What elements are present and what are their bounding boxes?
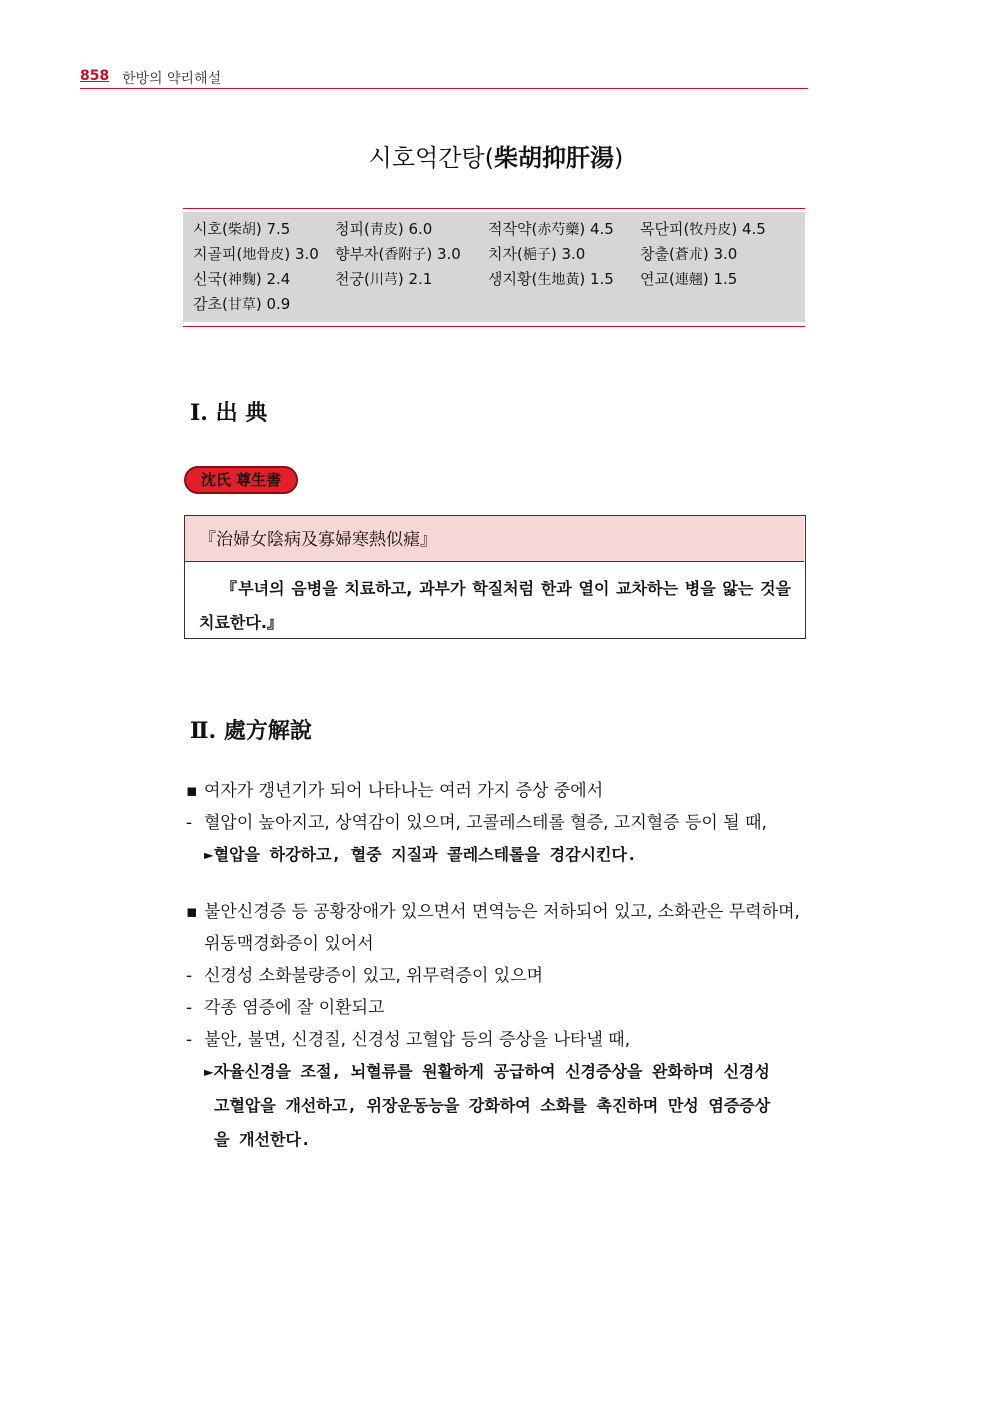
herb-row — [193, 268, 803, 293]
explanation-emphasis: 고혈압을 개선하고, 위장운동능을 강화하여 소화를 촉진하며 만성 염증증상 — [214, 1096, 771, 1115]
explanation-line: - 신경성 소화불량증이 있고, 위무력증이 있으며 — [186, 966, 544, 986]
herb-item: 목단피(牧丹皮) 4.5 — [640, 220, 766, 238]
explanation-line: - 혈압이 높아지고, 상역감이 있으며, 고콜레스테롤 혈증, 고지혈증 등이 될 때, — [186, 813, 767, 833]
explanation-line: - 불안, 불면, 신경질, 신경성 고혈압 등의 증상을 나타낼 때, — [186, 1030, 631, 1050]
herb-item: 신국(神麴) 2.4 — [193, 270, 291, 288]
herb-row — [193, 293, 803, 318]
herb-item: 청피(靑皮) 6.0 — [335, 220, 433, 238]
herb-composition-box — [183, 208, 805, 328]
quote-title: 『治婦女陰病及寡婦寒熱似瘧』 — [185, 516, 804, 562]
explanation-line: - 각종 염증에 잘 이환되고 — [186, 998, 385, 1018]
explanation-line: 위동맥경화증이 있어서 — [204, 934, 374, 954]
page-header — [80, 66, 808, 89]
herb-item: 천궁(川芎) 2.1 — [335, 270, 433, 288]
herb-item: 적작약(赤芍藥) 4.5 — [488, 220, 614, 238]
running-title: 한방의 약리해설 — [122, 71, 222, 87]
herb-item: 지골피(地骨皮) 3.0 — [193, 245, 319, 263]
section-title-explanation: Ⅱ. 處方解說 — [190, 718, 312, 744]
herb-grid — [193, 218, 803, 318]
herb-item: 창출(蒼朮) 3.0 — [640, 245, 738, 263]
herb-box-top-rule — [183, 208, 805, 209]
title-hanja: 柴胡抑肝湯 — [493, 143, 614, 172]
prescription-title — [0, 138, 992, 173]
explanation-emphasis: ►혈압을 하강하고, 혈중 지질과 콜레스테롤을 경감시킨다. — [204, 845, 637, 864]
title-korean: 시호억간탕( — [368, 144, 494, 172]
explanation-emphasis: ►자율신경을 조절, 뇌혈류를 원활하게 공급하여 신경증상을 완화하며 신경성 — [204, 1062, 770, 1081]
quote-body: 『부녀의 음병을 치료하고, 과부가 학질처럼 한과 열이 교차하는 병을 앓는 것을 치료한다.』 — [199, 579, 791, 632]
herb-item: 연교(連翹) 1.5 — [640, 270, 738, 288]
herb-row — [193, 243, 803, 268]
herb-item: 생지황(生地黃) 1.5 — [488, 270, 614, 288]
herb-item: 시호(柴胡) 7.5 — [193, 220, 291, 238]
herb-item: 향부자(香附子) 3.0 — [335, 245, 461, 263]
herb-item: 감초(甘草) 0.9 — [193, 295, 291, 313]
section-title-source: Ⅰ. 出 典 — [190, 400, 268, 426]
herb-item: 치자(梔子) 3.0 — [488, 245, 586, 263]
quote-box — [184, 515, 806, 639]
title-close: ) — [613, 144, 624, 172]
herb-box-bottom-rule — [183, 326, 805, 327]
herb-row — [193, 218, 803, 243]
explanation-line: ▪ 불안신경증 등 공황장애가 있으면서 면역능은 저하되어 있고, 소화관은 무력하며, — [186, 902, 800, 922]
explanation-emphasis: 을 개선한다. — [214, 1130, 311, 1149]
page-number: 858 — [80, 68, 110, 84]
source-badge: 沈氏 尊生書 — [184, 466, 298, 494]
explanation-line: ▪ 여자가 갱년기가 되어 나타나는 여러 가지 증상 중에서 — [186, 781, 604, 801]
